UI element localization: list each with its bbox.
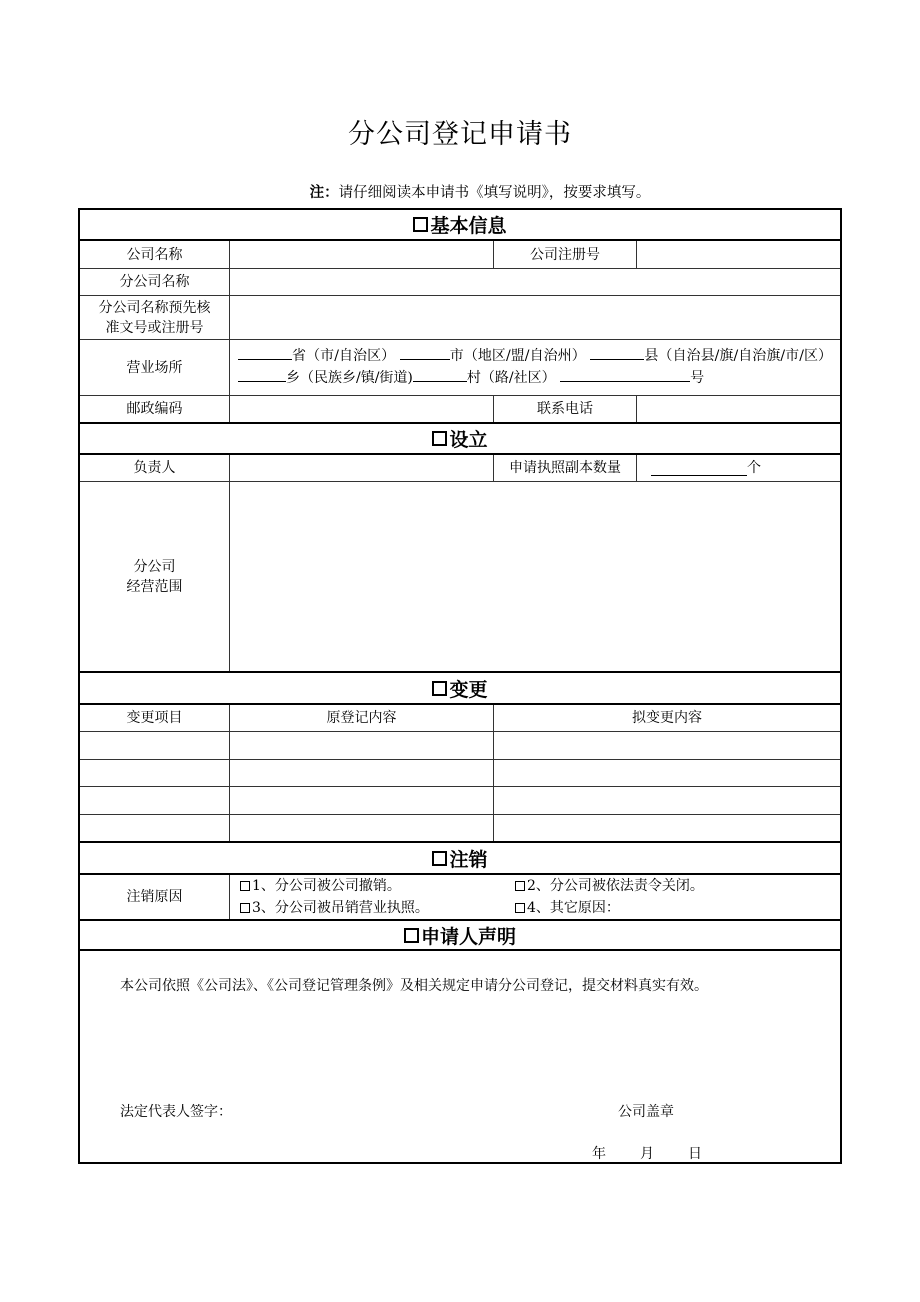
cancel-option-3-label: 3、分公司被吊销营业执照。 bbox=[252, 900, 429, 916]
column-header-original-content: 原登记内容 bbox=[230, 705, 494, 732]
number-suffix: 号 bbox=[690, 370, 705, 386]
original-content-cell[interactable] bbox=[230, 732, 494, 760]
province-suffix: 省（市/自治区） bbox=[292, 348, 396, 364]
checkbox-icon[interactable] bbox=[515, 903, 525, 913]
phone-field[interactable] bbox=[637, 396, 840, 423]
cancel-option-2[interactable] bbox=[515, 876, 785, 896]
change-item-cell[interactable] bbox=[80, 732, 230, 760]
company-seal-label: 公司盖章 bbox=[618, 1104, 674, 1120]
branch-name-field[interactable] bbox=[230, 269, 840, 296]
proposed-content-cell[interactable] bbox=[494, 760, 840, 787]
city-suffix: 市（地区/盟/自治州） bbox=[449, 348, 586, 364]
checkbox-icon[interactable] bbox=[240, 881, 250, 891]
label-business-scope-line2: 经营范围 bbox=[126, 578, 183, 595]
section-title-declaration: 申请人声明 bbox=[420, 925, 516, 948]
column-header-change-item: 变更项目 bbox=[80, 705, 230, 732]
section-header-declaration bbox=[80, 919, 840, 951]
company-reg-no-field[interactable] bbox=[637, 241, 840, 269]
section-checkbox-basic-info[interactable] bbox=[413, 217, 428, 232]
cancel-option-4[interactable] bbox=[515, 898, 785, 918]
license-copies-field[interactable] bbox=[637, 455, 840, 482]
original-content-cell[interactable] bbox=[230, 760, 494, 787]
cancel-option-4-label: 4、其它原因： bbox=[527, 900, 620, 916]
cancel-option-1[interactable] bbox=[240, 876, 515, 896]
change-item-cell[interactable] bbox=[80, 760, 230, 787]
cancel-option-2-label: 2、分公司被依法责令关闭。 bbox=[527, 878, 704, 894]
section-checkbox-change[interactable] bbox=[432, 681, 447, 696]
date-line bbox=[592, 1143, 702, 1163]
change-item-cell[interactable] bbox=[80, 815, 230, 842]
document-title: 分公司登记申请书 bbox=[348, 119, 572, 150]
province-blank[interactable] bbox=[238, 345, 292, 360]
section-header-basic-info bbox=[80, 210, 840, 241]
registration-form bbox=[78, 208, 842, 1164]
fill-instruction-note bbox=[0, 181, 920, 202]
business-scope-field[interactable] bbox=[230, 482, 840, 672]
postal-code-field[interactable] bbox=[230, 396, 494, 423]
section-title-cancel: 注销 bbox=[449, 848, 488, 871]
label-business-place: 营业场所 bbox=[80, 340, 230, 396]
label-company-reg-no: 公司注册号 bbox=[494, 241, 637, 269]
section-title-basic-info: 基本信息 bbox=[430, 215, 507, 237]
section-header-change bbox=[80, 671, 840, 705]
declaration-text: 本公司依照《公司法》、《公司登记管理条例》及相关规定申请分公司登记，提交材料真实有效。 bbox=[120, 978, 708, 994]
cancel-reason-options bbox=[230, 875, 840, 920]
cancel-option-3[interactable] bbox=[240, 898, 515, 918]
license-copies-blank[interactable] bbox=[651, 461, 747, 476]
label-person-in-charge: 负责人 bbox=[80, 455, 230, 482]
label-name-preapproval-line1: 分公司名称预先核 bbox=[98, 299, 211, 316]
original-content-cell[interactable] bbox=[230, 815, 494, 842]
change-item-cell[interactable] bbox=[80, 787, 230, 815]
date-year-label: 年 bbox=[592, 1146, 606, 1162]
name-preapproval-field[interactable] bbox=[230, 296, 840, 340]
label-name-preapproval bbox=[80, 296, 230, 340]
section-checkbox-declaration[interactable] bbox=[404, 928, 419, 943]
number-blank[interactable] bbox=[560, 367, 690, 382]
date-day-label: 日 bbox=[688, 1146, 702, 1162]
city-blank[interactable] bbox=[400, 345, 450, 360]
note-text: 请仔细阅读本申请书《填写说明》，按要求填写。 bbox=[338, 185, 651, 201]
checkbox-icon[interactable] bbox=[240, 903, 250, 913]
original-content-cell[interactable] bbox=[230, 787, 494, 815]
label-cancel-reason: 注销原因 bbox=[80, 875, 230, 920]
proposed-content-cell[interactable] bbox=[494, 787, 840, 815]
checkbox-icon[interactable] bbox=[515, 881, 525, 891]
legal-rep-signature-label: 法定代表人签字： bbox=[120, 1104, 232, 1120]
label-business-scope bbox=[80, 482, 230, 672]
label-business-scope-line1: 分公司 bbox=[133, 558, 176, 575]
section-header-cancel bbox=[80, 841, 840, 875]
proposed-content-cell[interactable] bbox=[494, 732, 840, 760]
company-name-field[interactable] bbox=[230, 241, 494, 269]
note-label: 注： bbox=[309, 185, 339, 201]
section-checkbox-establish[interactable] bbox=[432, 431, 447, 446]
label-phone: 联系电话 bbox=[494, 396, 637, 423]
business-place-field[interactable] bbox=[230, 340, 840, 396]
label-license-copies: 申请执照副本数量 bbox=[494, 455, 637, 482]
proposed-content-cell[interactable] bbox=[494, 815, 840, 842]
person-in-charge-field[interactable] bbox=[230, 455, 494, 482]
section-header-establish bbox=[80, 422, 840, 455]
section-title-establish: 设立 bbox=[449, 429, 488, 451]
county-blank[interactable] bbox=[590, 345, 644, 360]
cancel-option-1-label: 1、分公司被公司撤销。 bbox=[252, 878, 401, 894]
township-blank[interactable] bbox=[238, 367, 286, 382]
date-month-label: 月 bbox=[640, 1146, 654, 1162]
county-suffix: 县（自治县/旗/自治旗/市/区） bbox=[644, 348, 833, 364]
label-name-preapproval-line2: 准文号或注册号 bbox=[105, 319, 204, 336]
village-blank[interactable] bbox=[413, 367, 467, 382]
township-suffix: 乡（民族乡/镇/街道) bbox=[286, 370, 413, 386]
column-header-proposed-content: 拟变更内容 bbox=[494, 705, 840, 732]
license-copies-unit: 个 bbox=[747, 460, 761, 476]
label-company-name: 公司名称 bbox=[80, 241, 230, 269]
village-suffix: 村（路/社区） bbox=[466, 370, 556, 386]
label-branch-name: 分公司名称 bbox=[80, 269, 230, 296]
declaration-body bbox=[80, 951, 840, 1162]
section-checkbox-cancel[interactable] bbox=[432, 851, 447, 866]
label-postal-code: 邮政编码 bbox=[80, 396, 230, 423]
section-title-change: 变更 bbox=[449, 678, 488, 701]
